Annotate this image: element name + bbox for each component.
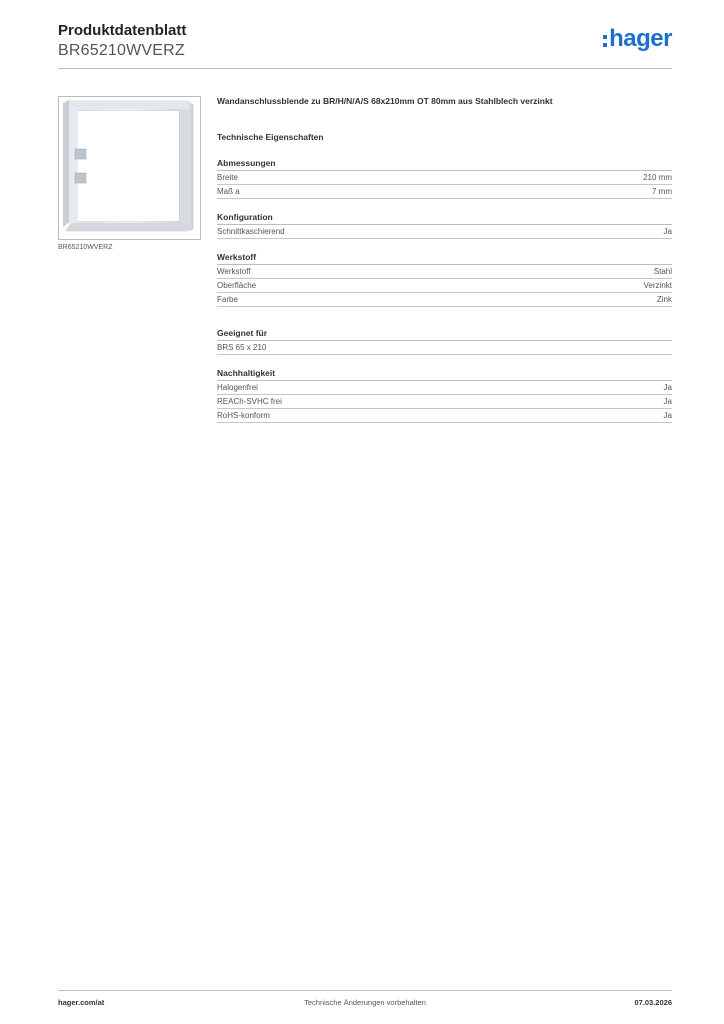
spec-value: 7 mm [652,187,672,196]
spec-label: RoHS-konform [217,411,270,420]
section-title: Konfiguration [217,211,672,225]
section-dimensions [217,157,672,199]
spec-value: Ja [663,397,672,406]
footer-website-link[interactable]: hager.com/at [58,998,105,1007]
logo-text: hager [609,25,672,52]
article-number: BR65210WVERZ [58,42,185,59]
spec-label: BRS 65 x 210 [217,343,267,352]
spec-row [217,225,672,239]
spec-row [217,185,672,199]
spec-value: Ja [663,227,672,236]
spec-row [217,341,672,355]
spec-label: Maß a [217,187,240,196]
spec-label: Halogenfrei [217,383,258,392]
spec-label: Oberfläche [217,281,257,290]
spec-value: Zink [656,295,672,304]
section-configuration [217,211,672,239]
spec-row [217,381,672,395]
image-caption: BR65210WVERZ [58,244,113,251]
section-title: Abmessungen [217,157,672,171]
footer-date: 07.03.2026 [634,998,672,1007]
logo-dots-icon [603,35,607,47]
spec-row [217,395,672,409]
page-title: Produktdatenblatt [58,22,187,39]
spec-label: REACh-SVHC frei [217,397,282,406]
spec-row [217,409,672,423]
section-sustainability [217,367,672,423]
product-details [217,95,672,423]
wall-connection-cover-image [59,97,200,239]
section-material [217,251,672,307]
footer-divider [58,990,672,991]
spec-row [217,279,672,293]
technical-properties-heading: Technische Eigenschaften [217,132,324,142]
spec-row [217,171,672,185]
spec-value: Verzinkt [643,281,672,290]
section-title: Werkstoff [217,251,672,265]
spec-value: Stahl [653,267,672,276]
spec-label: Farbe [217,295,238,304]
header-divider [58,68,672,69]
spec-value: 210 mm [643,173,672,182]
spec-label: Schnittkaschierend [217,227,285,236]
spec-label: Werkstoff [217,267,251,276]
product-description: Wandanschlussblende zu BR/H/N/A/S 68x210mm OT 80mm aus Stahlblech verzinkt [217,96,553,106]
hager-logo [603,26,672,52]
page-header [58,22,672,61]
spec-value: Ja [663,383,672,392]
spec-row [217,293,672,307]
spec-value: Ja [663,411,672,420]
footer-notice: Technische Änderungen vorbehalten [304,998,426,1007]
section-title: Geeignet für [217,327,672,341]
spec-label: Breite [217,173,238,182]
product-image [58,96,201,240]
section-suitable-for [217,327,672,355]
section-title: Nachhaltigkeit [217,367,672,381]
spec-row [217,265,672,279]
